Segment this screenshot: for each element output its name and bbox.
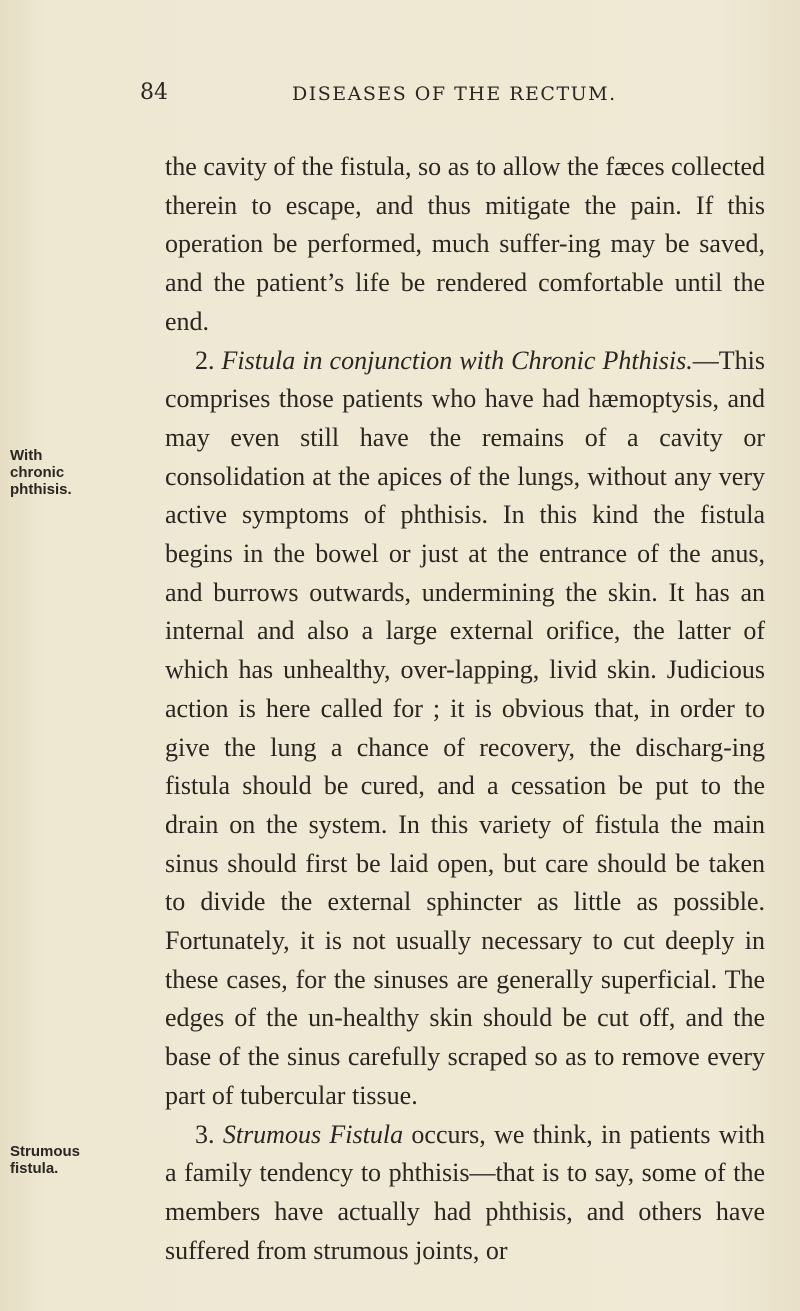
margin-note-line: With [10,447,43,464]
paragraph-text: —This comprises those patients who have had hæmoptysis, and may even still have the remains of a cavity or consolidation at the apices of the lungs, without any very active symptoms of phthisis. In this kind the fistula begins in the bowel or just at the entrance of the anus, and burrows outwards, undermining the skin. It has an internal and also a large external orifice, the latter of which has unhealthy, over-lapping, livid skin. Judicious action is here called for ; it is obvious that, in order to give the lung a chance of recovery, the discharg-ing fistula should be cured, and a cessation be put to the drain on the system. In this variety of fistula the main sinus should first be laid open, but care should be taken to divide the external sphincter as little as possible. Fortunately, it is not usually necessary to cut deeply in these cases, for the sinuses are generally superficial. The edges of the un-healthy skin should be cut off, and the base of the sinus carefully scraped so as to remove every part of tubercular tissue. [165,345,765,1110]
page-header [140,80,780,110]
section-number: 2. [195,345,215,375]
page-number: 84 [140,80,168,105]
margin-note-line: chronic [10,464,65,481]
body-text [165,148,765,1270]
margin-note-line: fistula. [10,1160,59,1177]
section-number: 3. [195,1119,215,1149]
running-head: DISEASES OF THE RECTUM. [292,83,617,105]
section-title: Fistula in conjunction with Chronic Phthisis. [221,345,693,375]
margin-note-line: phthisis. [10,481,72,498]
margin-note-line: Strumous [10,1143,81,1160]
paragraph-continuation [165,148,765,342]
margin-note-chronic-phthisis [10,447,110,498]
paragraph-text: the cavity of the fistula, so as to allow the fæces collected therein to escape, and thus mitigate the pain. If this operation be performed, much suffer-ing may be saved, and the patient’s life be rendered comfortable until the end. [165,152,765,336]
section-title: Strumous Fistula [222,1119,404,1149]
paragraph-strumous-fistula [165,1116,765,1271]
paragraph-text: occurs, we think, in patients with a family tendency to phthisis—that is to say, some of the members have actually had phthisis, and others have suffered from strumous joints, or [165,1119,766,1265]
paragraph-chronic-phthisis [165,342,765,1116]
margin-note-strumous-fistula [10,1143,110,1177]
